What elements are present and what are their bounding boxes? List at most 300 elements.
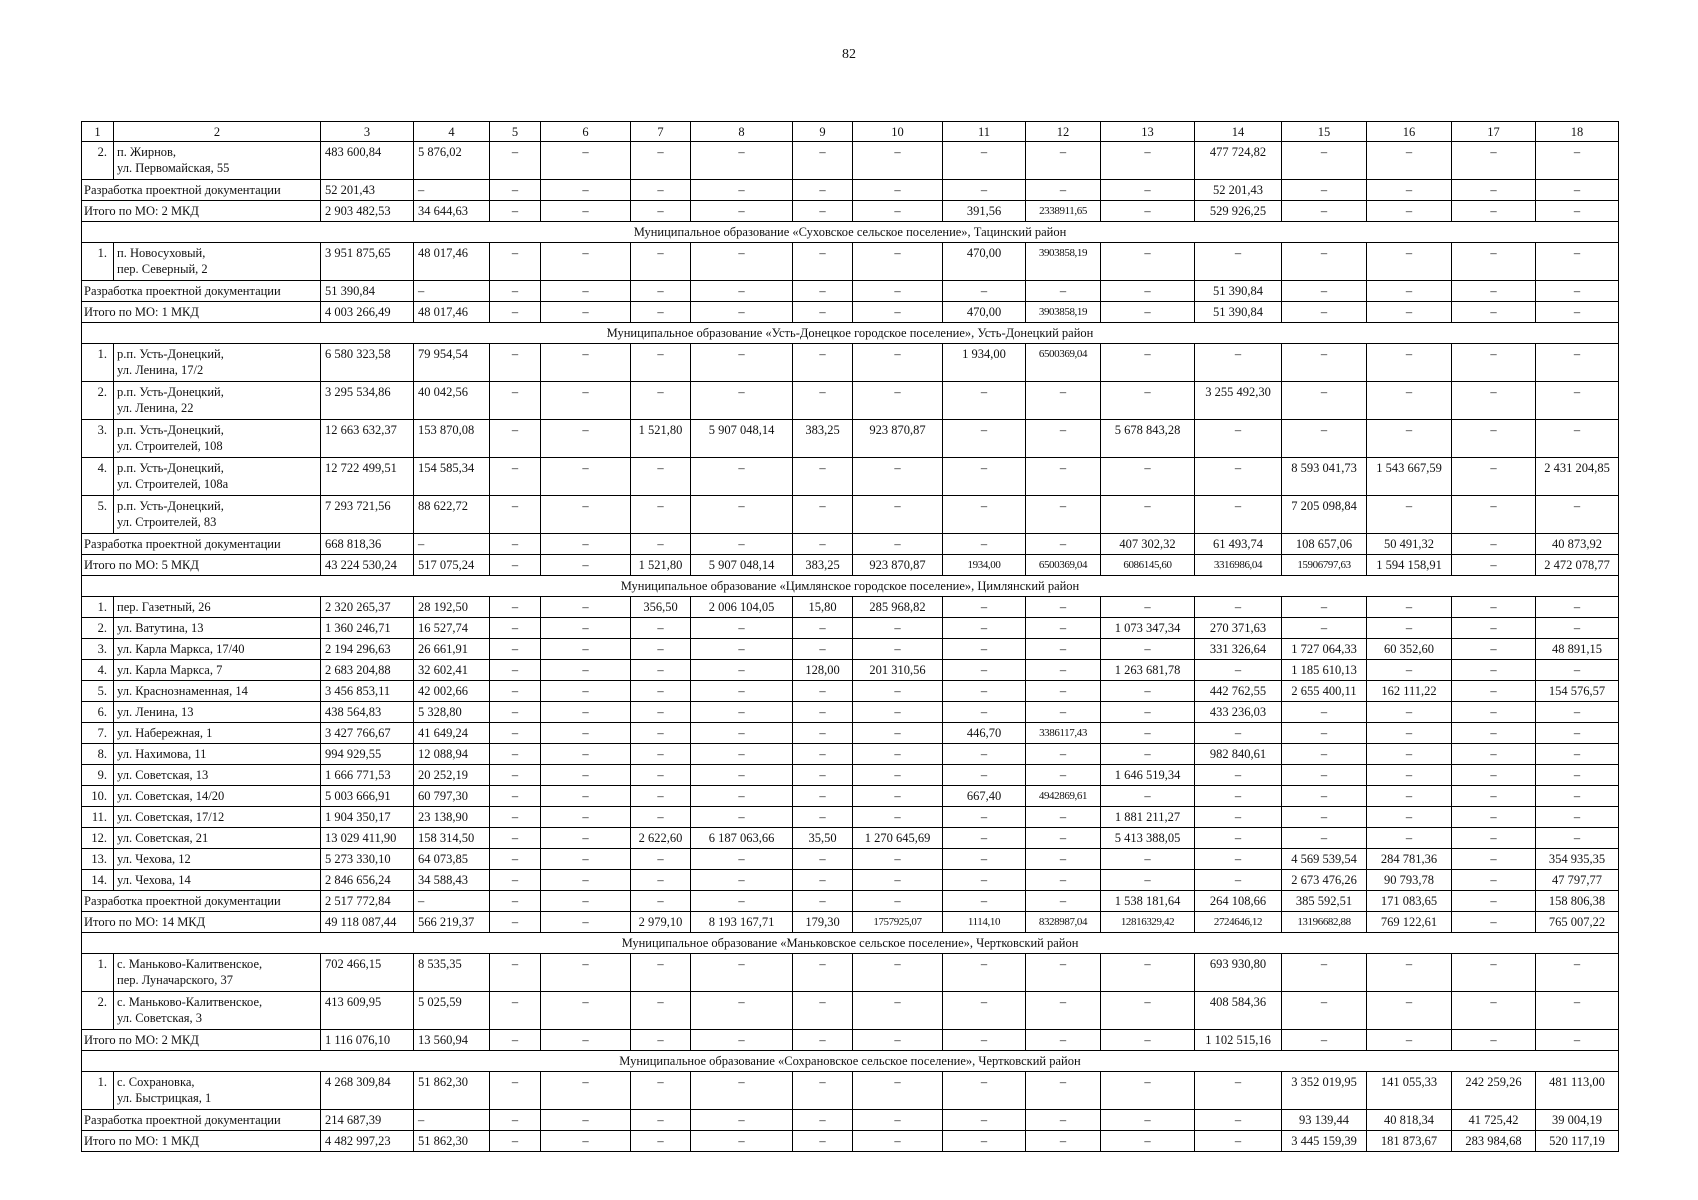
- value-cell: –: [1101, 302, 1195, 323]
- value-cell: 470,00: [943, 243, 1026, 281]
- total-row: [82, 912, 1619, 933]
- value-cell: –: [541, 765, 631, 786]
- value-cell: –: [414, 281, 490, 302]
- value-cell: 16 527,74: [414, 618, 490, 639]
- value-cell: 41 649,24: [414, 723, 490, 744]
- address-line: п. Новосуховый,: [117, 246, 206, 260]
- address-line: ул. Чехова, 14: [117, 873, 191, 887]
- value-cell: –: [943, 870, 1026, 891]
- value-cell: –: [1367, 786, 1452, 807]
- value-cell: –: [1282, 702, 1367, 723]
- value-cell: –: [691, 243, 793, 281]
- value-cell: –: [1536, 420, 1619, 458]
- value-cell: 667,40: [943, 786, 1026, 807]
- value-cell: –: [853, 1030, 943, 1051]
- value-cell: 48 017,46: [414, 243, 490, 281]
- value-cell: –: [691, 534, 793, 555]
- address-cell: [114, 786, 321, 807]
- value-cell: 2338911,65: [1026, 201, 1101, 222]
- column-number: 6: [541, 122, 631, 142]
- row-number: 5.: [82, 496, 114, 534]
- value-cell: –: [1195, 1072, 1282, 1110]
- value-cell: –: [1026, 870, 1101, 891]
- address-line: ул. Строителей, 83: [117, 515, 217, 529]
- value-cell: –: [691, 1072, 793, 1110]
- table-row: [82, 618, 1619, 639]
- value-cell: 1 543 667,59: [1367, 458, 1452, 496]
- value-cell: –: [1195, 344, 1282, 382]
- column-number: 15: [1282, 122, 1367, 142]
- value-cell: 6 187 063,66: [691, 828, 793, 849]
- value-cell: –: [853, 142, 943, 180]
- value-cell: –: [631, 786, 691, 807]
- value-cell: –: [793, 807, 853, 828]
- value-cell: –: [1195, 420, 1282, 458]
- table-row: [82, 639, 1619, 660]
- column-number: 12: [1026, 122, 1101, 142]
- total-label: Итого по МО: 1 МКД: [82, 1131, 321, 1152]
- value-cell: –: [1452, 555, 1536, 576]
- value-cell: –: [541, 597, 631, 618]
- value-cell: –: [691, 618, 793, 639]
- address-cell: [114, 344, 321, 382]
- value-cell: –: [691, 344, 793, 382]
- value-cell: –: [1536, 382, 1619, 420]
- value-cell: –: [853, 302, 943, 323]
- address-line: р.п. Усть-Донецкий,: [117, 461, 224, 475]
- value-cell: –: [1536, 1030, 1619, 1051]
- value-cell: –: [631, 496, 691, 534]
- value-cell: 50 491,32: [1367, 534, 1452, 555]
- value-cell: –: [1536, 744, 1619, 765]
- value-cell: –: [1101, 1131, 1195, 1152]
- value-cell: –: [490, 828, 541, 849]
- value-cell: –: [1367, 302, 1452, 323]
- value-cell: –: [1026, 681, 1101, 702]
- value-cell: 42 002,66: [414, 681, 490, 702]
- value-cell: –: [1026, 420, 1101, 458]
- table-row: [82, 344, 1619, 382]
- value-cell: 2 431 204,85: [1536, 458, 1619, 496]
- address-line: ул. Краснознаменная, 14: [117, 684, 248, 698]
- value-cell: –: [1026, 702, 1101, 723]
- table-row: [82, 660, 1619, 681]
- address-line: ул. Набережная, 1: [117, 726, 213, 740]
- row-number: 1.: [82, 597, 114, 618]
- value-cell: 13196682,88: [1282, 912, 1367, 933]
- address-line: ул. Советская, 3: [117, 1011, 202, 1025]
- table-row: [82, 992, 1619, 1030]
- row-number: 1.: [82, 243, 114, 281]
- value-cell: –: [853, 702, 943, 723]
- address-cell: [114, 992, 321, 1030]
- value-cell: –: [853, 344, 943, 382]
- value-cell: 23 138,90: [414, 807, 490, 828]
- value-cell: –: [631, 765, 691, 786]
- address-line: р.п. Усть-Донецкий,: [117, 385, 224, 399]
- value-cell: 765 007,22: [1536, 912, 1619, 933]
- value-cell: 1 263 681,78: [1101, 660, 1195, 681]
- value-cell: –: [490, 786, 541, 807]
- row-number: 9.: [82, 765, 114, 786]
- value-cell: –: [943, 420, 1026, 458]
- value-cell: –: [631, 891, 691, 912]
- value-cell: –: [631, 201, 691, 222]
- value-cell: –: [541, 807, 631, 828]
- value-cell: 154 585,34: [414, 458, 490, 496]
- value-cell: –: [1452, 142, 1536, 180]
- value-cell: –: [1536, 281, 1619, 302]
- value-cell: 158 314,50: [414, 828, 490, 849]
- value-cell: 3 445 159,39: [1282, 1131, 1367, 1152]
- value-cell: 8328987,04: [1026, 912, 1101, 933]
- value-cell: –: [943, 458, 1026, 496]
- value-cell: 52 201,43: [321, 180, 414, 201]
- value-cell: –: [943, 849, 1026, 870]
- value-cell: –: [793, 534, 853, 555]
- value-cell: –: [414, 891, 490, 912]
- value-cell: 5 678 843,28: [1101, 420, 1195, 458]
- value-cell: –: [691, 849, 793, 870]
- value-cell: 26 661,91: [414, 639, 490, 660]
- address-line: ул. Советская, 13: [117, 768, 209, 782]
- value-cell: –: [541, 992, 631, 1030]
- table-row: [82, 420, 1619, 458]
- value-cell: 12 663 632,37: [321, 420, 414, 458]
- value-cell: –: [541, 458, 631, 496]
- value-cell: –: [490, 723, 541, 744]
- value-cell: –: [631, 243, 691, 281]
- value-cell: –: [1101, 382, 1195, 420]
- value-cell: 5 003 666,91: [321, 786, 414, 807]
- column-number: 2: [114, 122, 321, 142]
- value-cell: 64 073,85: [414, 849, 490, 870]
- value-cell: –: [490, 382, 541, 420]
- value-cell: 214 687,39: [321, 1110, 414, 1131]
- row-number: 13.: [82, 849, 114, 870]
- value-cell: –: [541, 828, 631, 849]
- value-cell: –: [1452, 382, 1536, 420]
- value-cell: 5 025,59: [414, 992, 490, 1030]
- value-cell: –: [853, 954, 943, 992]
- value-cell: –: [1367, 344, 1452, 382]
- value-cell: –: [490, 201, 541, 222]
- value-cell: –: [1282, 992, 1367, 1030]
- section-title: Муниципальное образование «Суховское сельское поселение», Тацинский район: [82, 222, 1619, 243]
- value-cell: –: [943, 954, 1026, 992]
- value-cell: –: [853, 744, 943, 765]
- value-cell: 3 295 534,86: [321, 382, 414, 420]
- value-cell: –: [691, 765, 793, 786]
- value-cell: 442 762,55: [1195, 681, 1282, 702]
- value-cell: –: [1536, 618, 1619, 639]
- value-cell: –: [1536, 807, 1619, 828]
- header-row: [82, 122, 1619, 142]
- financing-table: [81, 121, 1619, 1152]
- value-cell: –: [793, 681, 853, 702]
- value-cell: –: [1282, 723, 1367, 744]
- value-cell: –: [1101, 243, 1195, 281]
- value-cell: –: [490, 912, 541, 933]
- column-number: 1: [82, 122, 114, 142]
- column-number: 5: [490, 122, 541, 142]
- value-cell: –: [1026, 744, 1101, 765]
- value-cell: 4942869,61: [1026, 786, 1101, 807]
- value-cell: –: [1026, 281, 1101, 302]
- value-cell: 1 538 181,64: [1101, 891, 1195, 912]
- value-cell: –: [1452, 744, 1536, 765]
- design-docs-row: [82, 180, 1619, 201]
- value-cell: –: [1367, 992, 1452, 1030]
- value-cell: –: [1101, 201, 1195, 222]
- value-cell: 693 930,80: [1195, 954, 1282, 992]
- value-cell: –: [1452, 723, 1536, 744]
- value-cell: 1934,00: [943, 555, 1026, 576]
- column-number: 14: [1195, 122, 1282, 142]
- row-number: 2.: [82, 618, 114, 639]
- value-cell: 3903858,19: [1026, 302, 1101, 323]
- value-cell: –: [1452, 534, 1536, 555]
- column-number: 16: [1367, 122, 1452, 142]
- value-cell: –: [490, 744, 541, 765]
- value-cell: 264 108,66: [1195, 891, 1282, 912]
- value-cell: 5 413 388,05: [1101, 828, 1195, 849]
- value-cell: –: [1452, 597, 1536, 618]
- value-cell: 566 219,37: [414, 912, 490, 933]
- value-cell: –: [631, 618, 691, 639]
- value-cell: –: [1536, 702, 1619, 723]
- value-cell: –: [1026, 534, 1101, 555]
- value-cell: –: [490, 1131, 541, 1152]
- value-cell: –: [631, 1030, 691, 1051]
- address-line: р.п. Усть-Донецкий,: [117, 499, 224, 513]
- value-cell: 923 870,87: [853, 420, 943, 458]
- value-cell: 28 192,50: [414, 597, 490, 618]
- value-cell: –: [490, 302, 541, 323]
- section-title: Муниципальное образование «Сохрановское сельское поселение», Чертковский район: [82, 1051, 1619, 1072]
- value-cell: 154 576,57: [1536, 681, 1619, 702]
- value-cell: 43 224 530,24: [321, 555, 414, 576]
- value-cell: –: [541, 849, 631, 870]
- page-number: 82: [842, 47, 856, 62]
- value-cell: –: [1195, 496, 1282, 534]
- value-cell: –: [1536, 302, 1619, 323]
- value-cell: –: [414, 534, 490, 555]
- value-cell: –: [1452, 891, 1536, 912]
- value-cell: –: [1195, 723, 1282, 744]
- value-cell: –: [1026, 891, 1101, 912]
- value-cell: –: [541, 382, 631, 420]
- value-cell: –: [943, 744, 1026, 765]
- value-cell: –: [1101, 1072, 1195, 1110]
- value-cell: –: [490, 180, 541, 201]
- column-number: 8: [691, 122, 793, 142]
- value-cell: –: [631, 681, 691, 702]
- value-cell: 3 255 492,30: [1195, 382, 1282, 420]
- value-cell: 51 862,30: [414, 1131, 490, 1152]
- value-cell: 93 139,44: [1282, 1110, 1367, 1131]
- value-cell: –: [1026, 807, 1101, 828]
- address-cell: [114, 828, 321, 849]
- row-number: 3.: [82, 639, 114, 660]
- address-line: ул. Советская, 21: [117, 831, 209, 845]
- value-cell: –: [631, 807, 691, 828]
- value-cell: 8 535,35: [414, 954, 490, 992]
- column-number: 13: [1101, 122, 1195, 142]
- address-cell: [114, 382, 321, 420]
- table-row: [82, 807, 1619, 828]
- design-docs-row: [82, 1110, 1619, 1131]
- value-cell: –: [943, 382, 1026, 420]
- value-cell: –: [631, 744, 691, 765]
- value-cell: –: [691, 180, 793, 201]
- value-cell: –: [1536, 992, 1619, 1030]
- value-cell: 52 201,43: [1195, 180, 1282, 201]
- value-cell: 356,50: [631, 597, 691, 618]
- column-number: 10: [853, 122, 943, 142]
- value-cell: –: [691, 786, 793, 807]
- value-cell: 79 954,54: [414, 344, 490, 382]
- table-row: [82, 954, 1619, 992]
- value-cell: 4 569 539,54: [1282, 849, 1367, 870]
- value-cell: –: [1367, 807, 1452, 828]
- value-cell: –: [541, 786, 631, 807]
- value-cell: –: [793, 992, 853, 1030]
- table-row: [82, 828, 1619, 849]
- value-cell: –: [490, 681, 541, 702]
- value-cell: –: [691, 496, 793, 534]
- value-cell: –: [943, 639, 1026, 660]
- value-cell: –: [490, 849, 541, 870]
- value-cell: –: [1367, 201, 1452, 222]
- design-docs-row: [82, 534, 1619, 555]
- value-cell: –: [1101, 786, 1195, 807]
- value-cell: –: [1282, 344, 1367, 382]
- row-number: 8.: [82, 744, 114, 765]
- value-cell: 385 592,51: [1282, 891, 1367, 912]
- value-cell: –: [490, 1072, 541, 1110]
- value-cell: 39 004,19: [1536, 1110, 1619, 1131]
- value-cell: –: [541, 870, 631, 891]
- value-cell: –: [943, 992, 1026, 1030]
- section-title: Муниципальное образование «Усть-Донецкое городское поселение», Усть-Донецкий район: [82, 323, 1619, 344]
- value-cell: –: [793, 243, 853, 281]
- value-cell: –: [1282, 597, 1367, 618]
- value-cell: –: [490, 420, 541, 458]
- total-row: [82, 1131, 1619, 1152]
- address-line: ул. Первомайская, 55: [117, 161, 230, 175]
- value-cell: –: [631, 458, 691, 496]
- value-cell: 270 371,63: [1195, 618, 1282, 639]
- address-line: ул. Советская, 17/12: [117, 810, 225, 824]
- address-line: ул. Карла Маркса, 7: [117, 663, 223, 677]
- value-cell: 2724646,12: [1195, 912, 1282, 933]
- value-cell: –: [1367, 243, 1452, 281]
- value-cell: –: [1367, 420, 1452, 458]
- value-cell: –: [853, 243, 943, 281]
- section-row: [82, 933, 1619, 954]
- value-cell: 982 840,61: [1195, 744, 1282, 765]
- value-cell: –: [490, 142, 541, 180]
- value-cell: –: [1282, 828, 1367, 849]
- value-cell: –: [691, 1030, 793, 1051]
- address-line: ул. Строителей, 108: [117, 439, 223, 453]
- value-cell: –: [1452, 786, 1536, 807]
- value-cell: –: [1195, 870, 1282, 891]
- value-cell: 8 193 167,71: [691, 912, 793, 933]
- value-cell: –: [853, 891, 943, 912]
- value-cell: –: [943, 180, 1026, 201]
- total-label: Итого по МО: 14 МКД: [82, 912, 321, 933]
- value-cell: –: [1101, 954, 1195, 992]
- value-cell: 284 781,36: [1367, 849, 1452, 870]
- table-row: [82, 597, 1619, 618]
- value-cell: –: [1026, 1072, 1101, 1110]
- value-cell: –: [541, 954, 631, 992]
- table-row: [82, 142, 1619, 180]
- value-cell: 5 907 048,14: [691, 555, 793, 576]
- column-number: 17: [1452, 122, 1536, 142]
- value-cell: 1 934,00: [943, 344, 1026, 382]
- address-cell: [114, 420, 321, 458]
- value-cell: 2 683 204,88: [321, 660, 414, 681]
- value-cell: 51 390,84: [1195, 302, 1282, 323]
- address-line: пер. Северный, 2: [117, 262, 208, 276]
- value-cell: 408 584,36: [1195, 992, 1282, 1030]
- value-cell: –: [1026, 597, 1101, 618]
- address-cell: [114, 639, 321, 660]
- table-row: [82, 496, 1619, 534]
- value-cell: 2 846 656,24: [321, 870, 414, 891]
- address-cell: [114, 660, 321, 681]
- row-number: 5.: [82, 681, 114, 702]
- address-line: ул. Карла Маркса, 17/40: [117, 642, 245, 656]
- column-number: 7: [631, 122, 691, 142]
- address-line: ул. Ленина, 22: [117, 401, 194, 415]
- value-cell: –: [1452, 870, 1536, 891]
- value-cell: –: [631, 534, 691, 555]
- value-cell: –: [1101, 702, 1195, 723]
- value-cell: –: [541, 142, 631, 180]
- value-cell: –: [853, 618, 943, 639]
- value-cell: –: [414, 180, 490, 201]
- value-cell: –: [490, 243, 541, 281]
- value-cell: –: [490, 639, 541, 660]
- value-cell: 15,80: [793, 597, 853, 618]
- value-cell: –: [1101, 344, 1195, 382]
- value-cell: –: [943, 1110, 1026, 1131]
- value-cell: –: [541, 618, 631, 639]
- value-cell: 7 205 098,84: [1282, 496, 1367, 534]
- value-cell: –: [541, 660, 631, 681]
- value-cell: –: [793, 702, 853, 723]
- value-cell: –: [1282, 786, 1367, 807]
- value-cell: 108 657,06: [1282, 534, 1367, 555]
- value-cell: –: [1367, 180, 1452, 201]
- value-cell: –: [1195, 597, 1282, 618]
- value-cell: –: [1536, 180, 1619, 201]
- row-number: 1.: [82, 344, 114, 382]
- value-cell: –: [853, 723, 943, 744]
- value-cell: 179,30: [793, 912, 853, 933]
- value-cell: 6500369,04: [1026, 555, 1101, 576]
- value-cell: –: [490, 1030, 541, 1051]
- value-cell: 438 564,83: [321, 702, 414, 723]
- value-cell: –: [691, 1131, 793, 1152]
- table-row: [82, 849, 1619, 870]
- value-cell: –: [1452, 302, 1536, 323]
- address-cell: [114, 243, 321, 281]
